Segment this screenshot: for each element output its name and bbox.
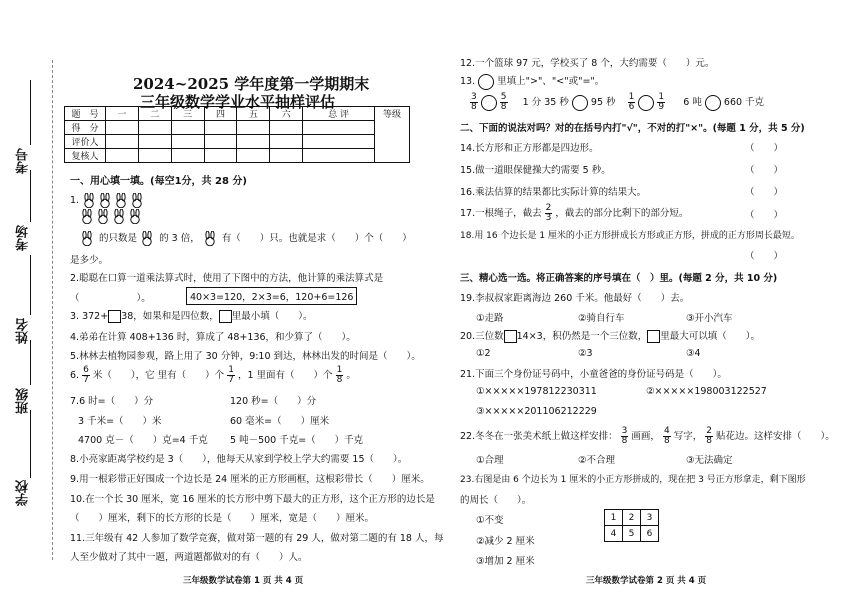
- compare-circle[interactable]: [572, 95, 588, 111]
- rabbit-icon: [128, 209, 142, 224]
- q2-formula-box: 40×3=120，2×3=6，120+6=126: [186, 287, 357, 305]
- q1-rabbit-row-2: [80, 209, 144, 224]
- q6-text-c: ，1 里面有（ ）个: [237, 370, 333, 381]
- score-col: 一: [106, 107, 139, 121]
- q22-opt: ②不合理: [578, 455, 616, 466]
- q7-d: 60 毫米=（ ）厘米: [230, 416, 330, 427]
- q17-paren: （ ）: [745, 210, 784, 221]
- q6: [70, 366, 356, 385]
- footer-page-2: 三年级数学试卷第 2 页 共 4 页: [586, 576, 707, 586]
- q20-text-a: 20.三位数: [460, 331, 504, 342]
- q6-num: 6.: [70, 370, 80, 381]
- q10: 10.在一个长 30 厘米，宽 16 厘米的长方形中剪下最大的正方形，这个正方形的边长是: [70, 494, 435, 505]
- blank-box: [647, 330, 660, 343]
- exam-title-2: 三年级数学学业水平抽样评估: [140, 93, 336, 111]
- frac-1-8: $\frac{1}{8}$: [336, 365, 343, 385]
- level-cell: [375, 107, 410, 163]
- frac-2-8: $\frac{2}{8}$: [706, 426, 712, 446]
- grid-cell: 3: [641, 510, 659, 526]
- rabbit-icon: [114, 193, 128, 208]
- rabbit-icon: [82, 193, 96, 208]
- q1-line: [80, 230, 412, 246]
- grid-cell: 4: [605, 526, 623, 542]
- q5: 5.林林去植物园参观，路上用了 30 分钟，9:10 到达，林林出发的时间是（ ）。: [70, 351, 421, 362]
- footer-page-1: 三年级数学试卷第 1 页 共 4 页: [183, 576, 304, 586]
- q22-text-a: 22.冬冬在一张美术纸上做这样安排：: [460, 431, 618, 442]
- rabbit-icon: [80, 231, 94, 246]
- frac-3-8: $\frac{3}{8}$: [621, 426, 628, 446]
- q14-paren: （ ）: [745, 143, 784, 154]
- blank-box: [504, 330, 517, 343]
- score-col: 三: [171, 107, 204, 121]
- q3-text-c: 里最小填（ ）。: [231, 311, 313, 322]
- q18-paren: （ ）: [745, 251, 784, 262]
- compare-circle[interactable]: [478, 74, 494, 90]
- grid-cell: 5: [623, 526, 641, 542]
- q16-paren: （ ）: [745, 187, 784, 198]
- q6-text-d: 。: [346, 370, 356, 381]
- frac-6-7: $\frac{6}{7}$: [83, 365, 89, 385]
- q12: 12.一个篮球 97 元，学校买了 8 个，大约需要（ ）元。: [460, 58, 715, 69]
- q1-text-b: 的只数是: [99, 233, 138, 244]
- q14: 14.长方形和正方形都是四边形。: [460, 143, 599, 154]
- q13-items: [470, 93, 764, 112]
- q19-opt: ①走路: [476, 313, 504, 324]
- score-col: 二: [138, 107, 171, 121]
- q21-opt: ①×××××197812230311: [476, 386, 597, 397]
- q6-text-e: 米（ ），它: [92, 370, 155, 381]
- q20: [460, 328, 760, 343]
- compare-circle[interactable]: [705, 95, 721, 111]
- score-row-label: 评价人: [65, 135, 106, 149]
- q16: 16.乘法估算的结果都比实际计算的结果大。: [460, 187, 647, 198]
- exam-title-1: 2024~2025 学年度第一学期期末: [133, 75, 370, 93]
- rabbit-icon: [112, 209, 126, 224]
- q22: [460, 427, 835, 446]
- q6-text-b: 里有（ ）个: [157, 370, 225, 381]
- q3-text-b: 38，如果和是四位数，: [121, 311, 219, 322]
- score-col: 六: [270, 107, 303, 121]
- grid-cell: 6: [641, 526, 659, 542]
- q22-text-b: 画画，: [631, 431, 660, 442]
- q13-text: 里填上">"、"<"或"="。: [497, 76, 605, 87]
- q23-cont: 的周长（ ）。: [460, 495, 532, 506]
- rabbit-icon: [96, 209, 110, 224]
- section-2-title: 二、下面的说法对吗？对的在括号内打"√"，不对的打"×"。(每题 1 分，共 5 分): [460, 123, 805, 134]
- q20-text-b: 14×3，积仍然是一个三位数，: [516, 331, 648, 342]
- q7-a: 7.6 时=（ ）分: [70, 396, 154, 407]
- score-table: [64, 106, 410, 163]
- q21: 21.下面三个身份证号码中，小童爸爸的身份证号码是（ ）。: [460, 369, 727, 380]
- q21-opt: ②×××××198003122527: [646, 386, 767, 397]
- score-col: 四: [204, 107, 237, 121]
- score-row-label: 复核人: [65, 149, 106, 163]
- q20-text-c: 里最大可以填（ ）。: [660, 331, 760, 342]
- q9: 9.用一根彩带正好围成一个边长是 24 厘米的正方形画框，这根彩带长（ ）厘米。: [70, 474, 430, 485]
- rabbit-row: [82, 195, 146, 206]
- q3-text-a: 3. 372+: [70, 311, 109, 322]
- q13-num: 13.: [460, 76, 476, 87]
- rabbit-icon: [203, 231, 217, 246]
- score-col: 总 评: [303, 107, 375, 121]
- q23-opt: ②减少 2 厘米: [476, 536, 535, 547]
- q1-end: 是多少。: [70, 255, 109, 266]
- q13-item: 1 分 35 秒: [522, 97, 569, 108]
- q1-text-d: 有（ ）只。也就是求（ ）个（ ）: [221, 233, 412, 244]
- rabbit-icon: [98, 193, 112, 208]
- q2: 2.聪聪在口算一道乘法算式时，使用了下图中的方法，他计算的乘法算式是: [70, 273, 384, 284]
- q20-opt: ①2: [476, 348, 491, 359]
- score-col: 五: [237, 107, 270, 121]
- q17-text-a: 17.一根绳子，截去: [460, 208, 542, 219]
- q7-b: 120 秒=（ ）分: [230, 396, 317, 407]
- q23-opt: ③增加 2 厘米: [476, 556, 535, 567]
- q7-f: 5 吨－500 千克=（ ）千克: [230, 435, 364, 446]
- q4: 4.弟弟在计算 408+136 时，算成了 48+136，和少算了（ ）。: [70, 332, 356, 343]
- q17: [460, 204, 688, 223]
- frac-1-7: $\frac{1}{7}$: [228, 365, 234, 385]
- exam-id-label: 考号: [16, 148, 31, 174]
- q1-num: 1.: [70, 195, 80, 206]
- q11: 11.三年级有 42 人参加了数学竞赛，做对第一题的有 29 人，做对第二题的有 18 人，每: [70, 533, 444, 544]
- q7-c: 3 千米=（ ）米: [78, 416, 162, 427]
- rabbit-icon: [80, 209, 94, 224]
- room-label: 考场: [16, 225, 31, 251]
- q11-cont: 人至少做对了其中一题，两道题都做对的有（ ）人。: [70, 552, 308, 563]
- rabbit-icon: [130, 193, 144, 208]
- q3: [70, 308, 313, 323]
- q13-item: 660 千克: [723, 97, 765, 108]
- q19-opt: ②骑自行车: [578, 313, 625, 324]
- frac-5-8: $\frac{5}{8}$: [500, 92, 507, 112]
- score-row-label: 题 号: [65, 107, 106, 121]
- frac-1-9: $\frac{1}{9}$: [658, 92, 665, 112]
- q20-opt: ②3: [578, 348, 593, 359]
- q19-opt: ③开小汽车: [686, 313, 733, 324]
- q23-opt: ①不变: [476, 515, 504, 526]
- q1-text-c: 的 3 倍，: [159, 233, 200, 244]
- frac-3-8: $\frac{3}{8}$: [471, 92, 477, 112]
- class-label: 班级: [16, 388, 31, 414]
- frac-4-8: $\frac{4}{8}$: [663, 426, 670, 446]
- q15-paren: （ ）: [745, 165, 784, 176]
- q23: 23.右图是由 6 个边长为 1 厘米的小正方形拼成的，现在把 3 号正方形拿走，剩下图形: [460, 475, 806, 485]
- q21-opt: ③×××××201106212229: [476, 406, 597, 417]
- compare-circle[interactable]: [638, 95, 654, 111]
- q10-cont: （ ）厘米，剩下的长方形的长是（ ）厘米，宽是（ ）厘米。: [70, 513, 375, 524]
- q13-item: 6 吨: [683, 97, 702, 108]
- q7-e: 4700 克－（ ）克=4 千克: [78, 435, 208, 446]
- frac-1-6: $\frac{1}{6}$: [628, 92, 635, 112]
- section-1-title: 一、用心填一填。(每空1分，共 28 分): [70, 176, 247, 187]
- school-label: 学校: [16, 480, 31, 506]
- blank-box: [108, 310, 121, 323]
- q8: 8.小亮家距离学校约是 3（ ），他每天从家到学校上学大约需要 15（ ）。: [70, 454, 408, 465]
- q20-opt: ③4: [686, 348, 701, 359]
- q22-opt: ①合理: [476, 455, 504, 466]
- q13-item: 95 秒: [590, 97, 616, 108]
- q17-text-b: ，截去的部分比剩下的部分短。: [555, 208, 689, 219]
- q22-text-d: 贴花边。这样安排（ ）。: [716, 431, 835, 442]
- name-label: 姓名: [16, 318, 31, 344]
- grid-cell: 2: [623, 510, 641, 526]
- q22-text-c: 写字，: [673, 431, 703, 442]
- section-3-title: 三、精心选一选。将正确答案的序号填在（ ）里。(每题 2 分，共 10 分): [460, 273, 778, 284]
- score-row-label: 得 分: [65, 121, 106, 135]
- square-grid: [604, 509, 659, 542]
- grid-cell: 1: [605, 510, 623, 526]
- q18: 18.用 16 个边长是 1 厘米的小正方形拼成长方形或正方形，拼成的正方形周长最短。: [460, 231, 800, 241]
- cut-line: [52, 60, 54, 560]
- frac-2-3: $\frac{2}{3}$: [545, 203, 552, 223]
- q2-answer: （ ）。: [70, 293, 151, 304]
- rabbit-icon: [140, 231, 154, 246]
- q13: [460, 73, 604, 90]
- blank-box: [219, 310, 232, 323]
- q19: 19.李叔叔家距离海边 260 千米。他最好（ ）去。: [460, 293, 690, 304]
- q22-opt: ③无法确定: [686, 455, 733, 466]
- compare-circle[interactable]: [481, 95, 497, 111]
- level-label: 等级: [382, 110, 401, 120]
- q15: 15.做一道眼保健操大约需要 5 秒。: [460, 165, 611, 176]
- q1: [70, 193, 146, 208]
